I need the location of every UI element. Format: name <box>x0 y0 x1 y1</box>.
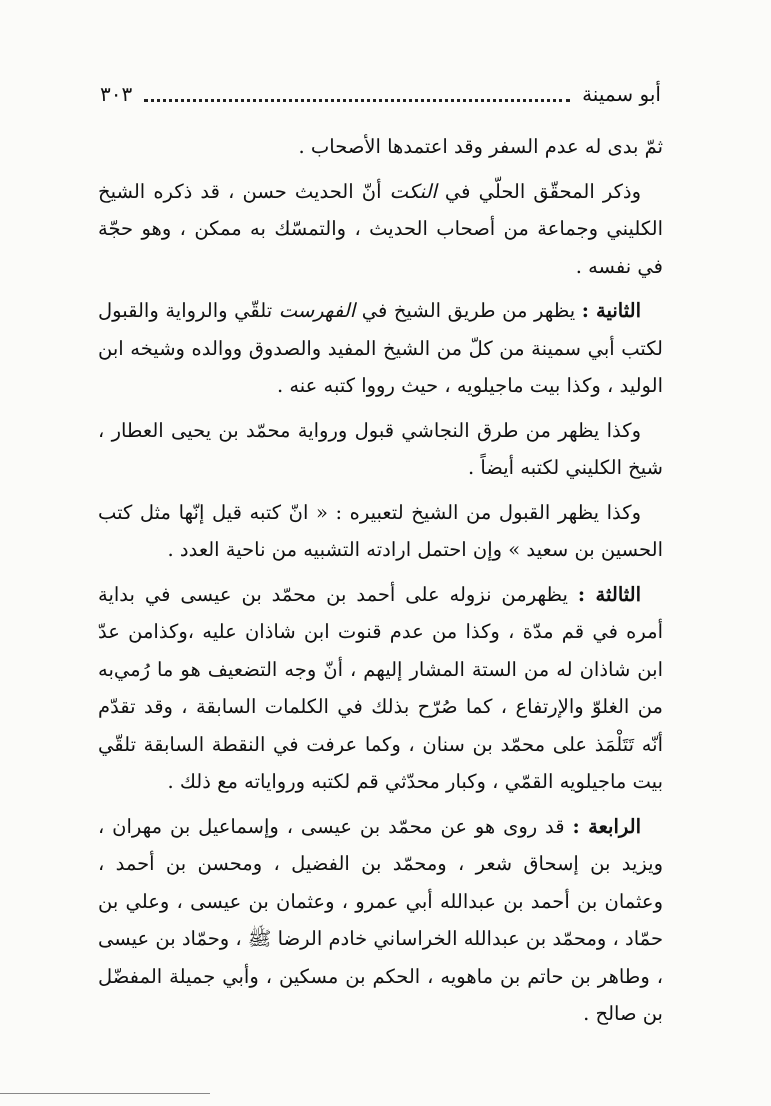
point-heading-third: الثالثة : <box>577 582 642 606</box>
point-heading-fourth: الرابعة : <box>572 814 641 838</box>
paragraph-6-text: يظهرمن نزوله على أحمد بن محمّد بن عيسى في بداية أمره في قم مدّة ، وكذا من عدم قنوت ابن شاذان عليه ،وكذامن عدّ ابن شاذان له من الستة المشار إليهم ، أنّ وجه التضعيف هو ما رُمي‌به من الغلوّ والإرتفاع ، كما صُرّح بذلك في الكلمات السابقة ، وقد تقدّم أنّه تَتَلْمَذ على محمّد بن سنان ، وكما عرفت في النقطة السابقة تلقّي بيت ماجيلويه القمّي ، وكبار محدّثي قم لكتبه ورواياته مع ذلك . <box>98 582 663 793</box>
paragraph-7-text: قد روى هو عن محمّد بن عيسى ، وإسماعيل بن مهران ، ويزيد بن إسحاق شعر ، ومحمّد بن الفضيل ، ومحسن بن أحمد ، وعثمان بن أحمد بن عبدالله أبي عمرو ، وعثمان بن عيسى ، وعلي بن حمّاد ، ومحمّد بن عبدالله الخراساني خادم الرضا ﷺ ، وحمّاد بن عيسى ، وطاهر بن حاتم بن ماهويه ، الحكم بن مسكين ، وأبي جميلة المفضّل بن صالح . <box>98 814 663 1025</box>
bottom-rule <box>0 1093 210 1094</box>
paragraph-6 <box>98 576 663 801</box>
paragraph-4 <box>98 412 663 487</box>
paragraph-2 <box>98 173 663 286</box>
running-title: أبو سمينة <box>582 82 661 106</box>
paragraph-3-before: يظهر من طريق الشيخ في <box>355 299 582 322</box>
paragraph-2-before: وذكر المحقّق الحلّي في <box>436 179 642 203</box>
paragraph-3-after: تلقّي والرواية والقبول لكتب أبي سمينة من كلّ من الشيخ المفيد والصدوق ووالده وشيخه ابن الوليد ، وكذا بيت ماجيلويه ، حيث رووا كتبه عنه . <box>98 299 663 397</box>
header-leader-dots <box>144 99 570 102</box>
paragraph-2-after: أنّ الحديث حسن ، قد ذكره الشيخ الكليني وجماعة من أصحاب الحديث ، والتمسّك به ممكن ، وهو حجّة في نفسه . <box>98 179 663 278</box>
paragraph-7 <box>98 808 663 1033</box>
book-title-fihrist: الفهرست <box>278 299 356 322</box>
point-heading-second: الثانية : <box>581 299 641 322</box>
running-header <box>100 76 661 112</box>
paragraph-1-text: ثمّ بدى له عدم السفر وقد اعتمدها الأصحاب . <box>298 135 663 158</box>
paragraph-1 <box>98 128 663 166</box>
page-body <box>98 128 663 1040</box>
page-number: ٣٠٣ <box>100 82 133 106</box>
book-title-nukat: النكت <box>389 179 437 203</box>
paragraph-5 <box>98 494 663 569</box>
paragraph-4-text: وكذا يظهر من طرق النجاشي قبول ورواية محمّد بن يحيى العطار ، شيخ الكليني لكتبه أيضاً . <box>98 418 663 479</box>
paragraph-3 <box>98 292 663 405</box>
paragraph-5-text: وكذا يظهر القبول من الشيخ لتعبيره : « انّ كتبه قيل إنّها مثل كتب الحسين بن سعيد » وإن احتمل ارادته التشبيه من ناحية العدد . <box>98 500 663 561</box>
